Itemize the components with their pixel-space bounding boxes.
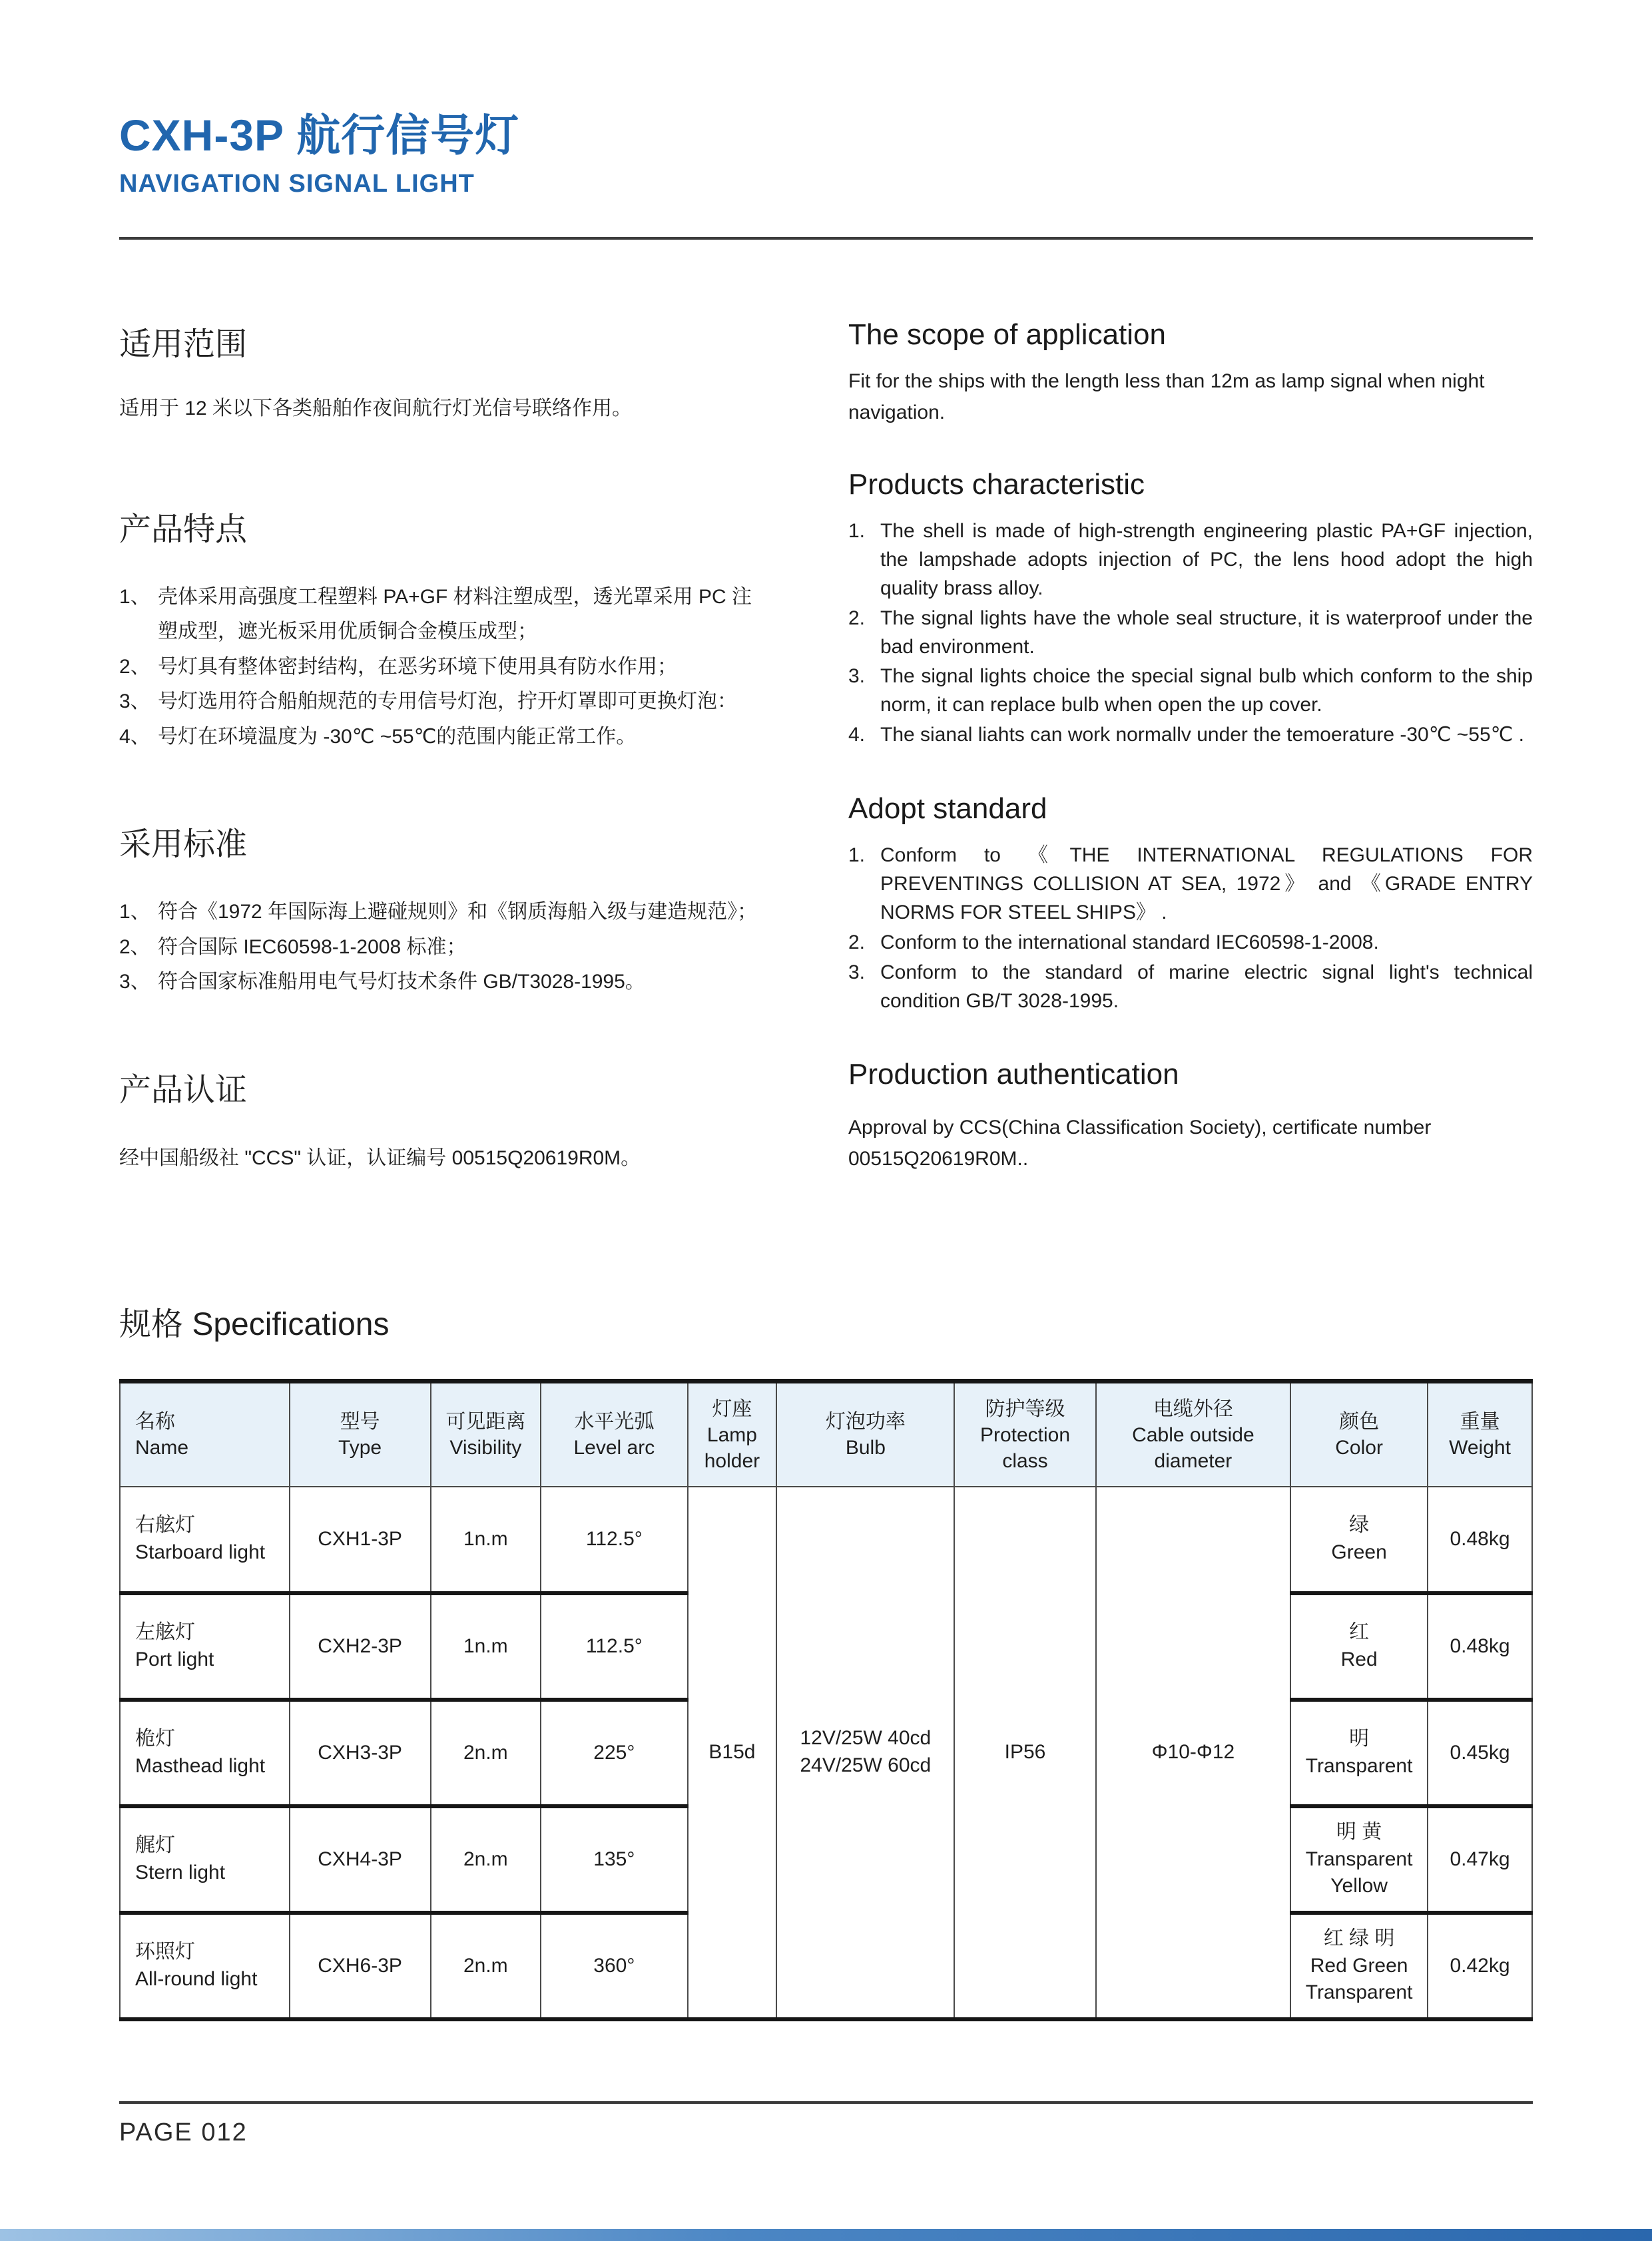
page-number: PAGE 012 [119, 2118, 248, 2146]
item-number: 1、 [119, 585, 150, 608]
col-header-lamp-holder: 灯座 Lamp holder [688, 1381, 777, 1487]
list-item [119, 895, 768, 930]
item-number: 4、 [119, 725, 150, 748]
weight-cell: 0.42kg [1428, 1913, 1532, 2019]
protection-merged-cell: IP56 [954, 1487, 1095, 2019]
col-header-visibility: 可见距离 Visibility [431, 1381, 541, 1487]
color-cell: 绿 Green [1290, 1487, 1428, 1593]
item-number: 2. [848, 931, 866, 953]
arc-cell: 112.5° [541, 1487, 688, 1593]
visibility-cell: 2n.m [431, 1700, 541, 1806]
list-item [848, 662, 1533, 720]
type-cell: CXH1-3P [290, 1487, 431, 1593]
section-auth-en [848, 1058, 1533, 1174]
type-cell: CXH4-3P [290, 1806, 431, 1913]
color-cell: 红 Red [1290, 1593, 1428, 1700]
name-cell: 右舷灯 Starboard light [120, 1487, 290, 1593]
item-text: 符合国家标准船用电气号灯技术条件 GB/T3028-1995。 [158, 971, 645, 993]
list-item [119, 684, 768, 720]
col-header-weight: 重量 Weight [1428, 1381, 1532, 1487]
english-column [848, 318, 1533, 1174]
lamp-holder-merged-cell: B15d [688, 1487, 777, 2019]
title-divider [119, 237, 1533, 240]
adopt-heading-en: Adopt standard [848, 792, 1047, 826]
color-cell: 红 绿 明 Red Green Transparent [1290, 1913, 1428, 2019]
list-item [119, 720, 768, 755]
type-cell: CXH6-3P [290, 1913, 431, 2019]
page-title: CXH-3P 航行信号灯 [119, 111, 520, 160]
color-cell: 明 Transparent [1290, 1700, 1428, 1806]
bottom-accent-bar [0, 2229, 1652, 2241]
item-text: 号灯选用符合船舶规范的专用信号灯泡，拧开灯罩即可更换灯泡： [158, 690, 737, 712]
list-item [848, 605, 1533, 662]
col-header-bulb: 灯泡功率 Bulb [776, 1381, 954, 1487]
item-text: Conform to the international standard IEC60598-1-2008. [880, 931, 1379, 953]
arc-cell: 360° [541, 1913, 688, 2019]
item-number: 3. [848, 665, 866, 688]
item-number: 1、 [119, 901, 150, 923]
arc-cell: 225° [541, 1700, 688, 1806]
item-number: 1. [848, 520, 866, 542]
weight-cell: 0.48kg [1428, 1487, 1532, 1593]
col-header-name: 名称 Name [120, 1381, 290, 1487]
cert-body-zh: 经中国船级社 "CCS" 认证，认证编号 00515Q20619R0M。 [119, 1146, 641, 1169]
item-text: The shell is made of high-strength engineering plastic PA+GF injection, the lampshade adopts injection of PC, the lens hood adopt the high quality brass alloy. [880, 520, 1533, 599]
section-characteristics-en [848, 468, 1533, 750]
two-column-area [119, 318, 1533, 1174]
page-footer [119, 2101, 1533, 2147]
item-number: 3、 [119, 971, 150, 993]
features-list-zh [119, 580, 768, 755]
list-item [848, 721, 1533, 750]
bulb-merged-cell: 12V/25W 40cd 24V/25W 60cd [776, 1487, 954, 2019]
characteristics-list-en [848, 517, 1533, 750]
item-number: 3、 [119, 690, 150, 712]
standards-list-zh [119, 895, 768, 1000]
item-number: 2、 [119, 935, 150, 958]
item-text: The signal lights choice the special signal bulb which conform to the ship norm, it can replace bulb when open the up cover. [880, 665, 1533, 716]
visibility-cell: 1n.m [431, 1593, 541, 1700]
item-text: Conform to 《THE INTERNATIONAL REGULATIONS FOR PREVENTINGS COLLISION AT SEA, 1972》 and 《GRADE ENTRY NORMS FOR STEEL SHIPS》 . [880, 844, 1533, 923]
type-cell: CXH3-3P [290, 1700, 431, 1806]
list-item [119, 650, 768, 685]
col-header-level-arc: 水平光弧 Level arc [541, 1381, 688, 1487]
section-cert-zh [119, 1064, 768, 1174]
weight-cell: 0.45kg [1428, 1700, 1532, 1806]
list-item [119, 580, 768, 650]
adopt-list-en [848, 842, 1533, 1015]
section-standards-zh [119, 818, 768, 1000]
item-text: 号灯具有整体密封结构，在恶劣环境下使用具有防水作用； [158, 655, 677, 678]
weight-cell: 0.48kg [1428, 1593, 1532, 1700]
characteristics-heading-en: Products characteristic [848, 468, 1145, 501]
item-number: 3. [848, 961, 866, 983]
scope-heading-zh: 适用范围 [119, 327, 248, 362]
scope-body-zh: 适用于 12 米以下各类船舶作夜间航行灯光信号联络作用。 [119, 397, 633, 419]
color-cell: 明 黄 Transparent Yellow [1290, 1806, 1428, 1913]
section-scope-zh [119, 318, 768, 425]
item-text: 符合《1972 年国际海上避碰规则》和《钢质海船入级与建造规范》； [158, 901, 758, 923]
auth-body-en: Approval by CCS(China Classification Society), certificate number 00515Q20619R0M.. [848, 1117, 1432, 1170]
visibility-cell: 1n.m [431, 1487, 541, 1593]
features-heading-zh: 产品特点 [119, 511, 248, 547]
item-text: 符合国际 IEC60598-1-2008 标准； [158, 935, 467, 958]
type-cell: CXH2-3P [290, 1593, 431, 1700]
item-text: Conform to the standard of marine electric signal light's technical condition GB/T 3028-1995. [880, 961, 1533, 1012]
list-item [119, 930, 768, 965]
list-item [848, 517, 1533, 603]
cable-merged-cell: Φ10-Φ12 [1096, 1487, 1291, 2019]
standards-heading-zh: 采用标准 [119, 827, 248, 862]
list-item [848, 959, 1533, 1016]
col-header-color: 颜色 Color [1290, 1381, 1428, 1487]
section-adopt-en [848, 792, 1533, 1015]
item-text: The sianal liahts can work normallv under the temoerature -30℃ ~55℃ . [880, 724, 1525, 746]
name-cell: 桅灯 Masthead light [120, 1700, 290, 1806]
visibility-cell: 2n.m [431, 1806, 541, 1913]
page-subtitle: NAVIGATION SIGNAL LIGHT [119, 170, 475, 198]
visibility-cell: 2n.m [431, 1913, 541, 2019]
col-header-protection: 防护等级 Protection class [954, 1381, 1095, 1487]
list-item [848, 842, 1533, 927]
list-item [848, 929, 1533, 957]
name-cell: 艉灯 Stern light [120, 1806, 290, 1913]
section-features-zh [119, 503, 768, 755]
cert-heading-zh: 产品认证 [119, 1072, 248, 1108]
chinese-column [119, 318, 768, 1174]
name-cell: 环照灯 All-round light [120, 1913, 290, 2019]
item-text: 号灯在环境温度为 -30℃ ~55℃的范围内能正常工作。 [158, 725, 637, 748]
weight-cell: 0.47kg [1428, 1806, 1532, 1913]
scope-heading-en: The scope of application [848, 318, 1166, 351]
arc-cell: 135° [541, 1806, 688, 1913]
scope-body-en: Fit for the ships with the length less than 12m as lamp signal when night navigation. [848, 370, 1485, 423]
auth-heading-en: Production authentication [848, 1058, 1179, 1091]
item-text: 壳体采用高强度工程塑料 PA+GF 材料注塑成型，透光罩采用 PC 注塑成型，遮光板采用优质铜合金模压成型； [158, 585, 752, 642]
section-scope-en [848, 318, 1533, 428]
col-header-cable: 电缆外径 Cable outside diameter [1096, 1381, 1291, 1487]
name-cell: 左舷灯 Port light [120, 1593, 290, 1700]
item-number: 4. [848, 724, 866, 746]
specifications-heading: 规格 Specifications [119, 1307, 390, 1343]
item-number: 1. [848, 844, 866, 867]
table-row [120, 1487, 1532, 1593]
specifications-table [119, 1379, 1533, 2021]
list-item [119, 965, 768, 1000]
item-number: 2. [848, 607, 866, 629]
col-header-type: 型号 Type [290, 1381, 431, 1487]
header-row [120, 1381, 1532, 1487]
item-text: The signal lights have the whole seal structure, it is waterproof under the bad environment. [880, 607, 1533, 658]
arc-cell: 112.5° [541, 1593, 688, 1700]
item-number: 2、 [119, 655, 150, 678]
